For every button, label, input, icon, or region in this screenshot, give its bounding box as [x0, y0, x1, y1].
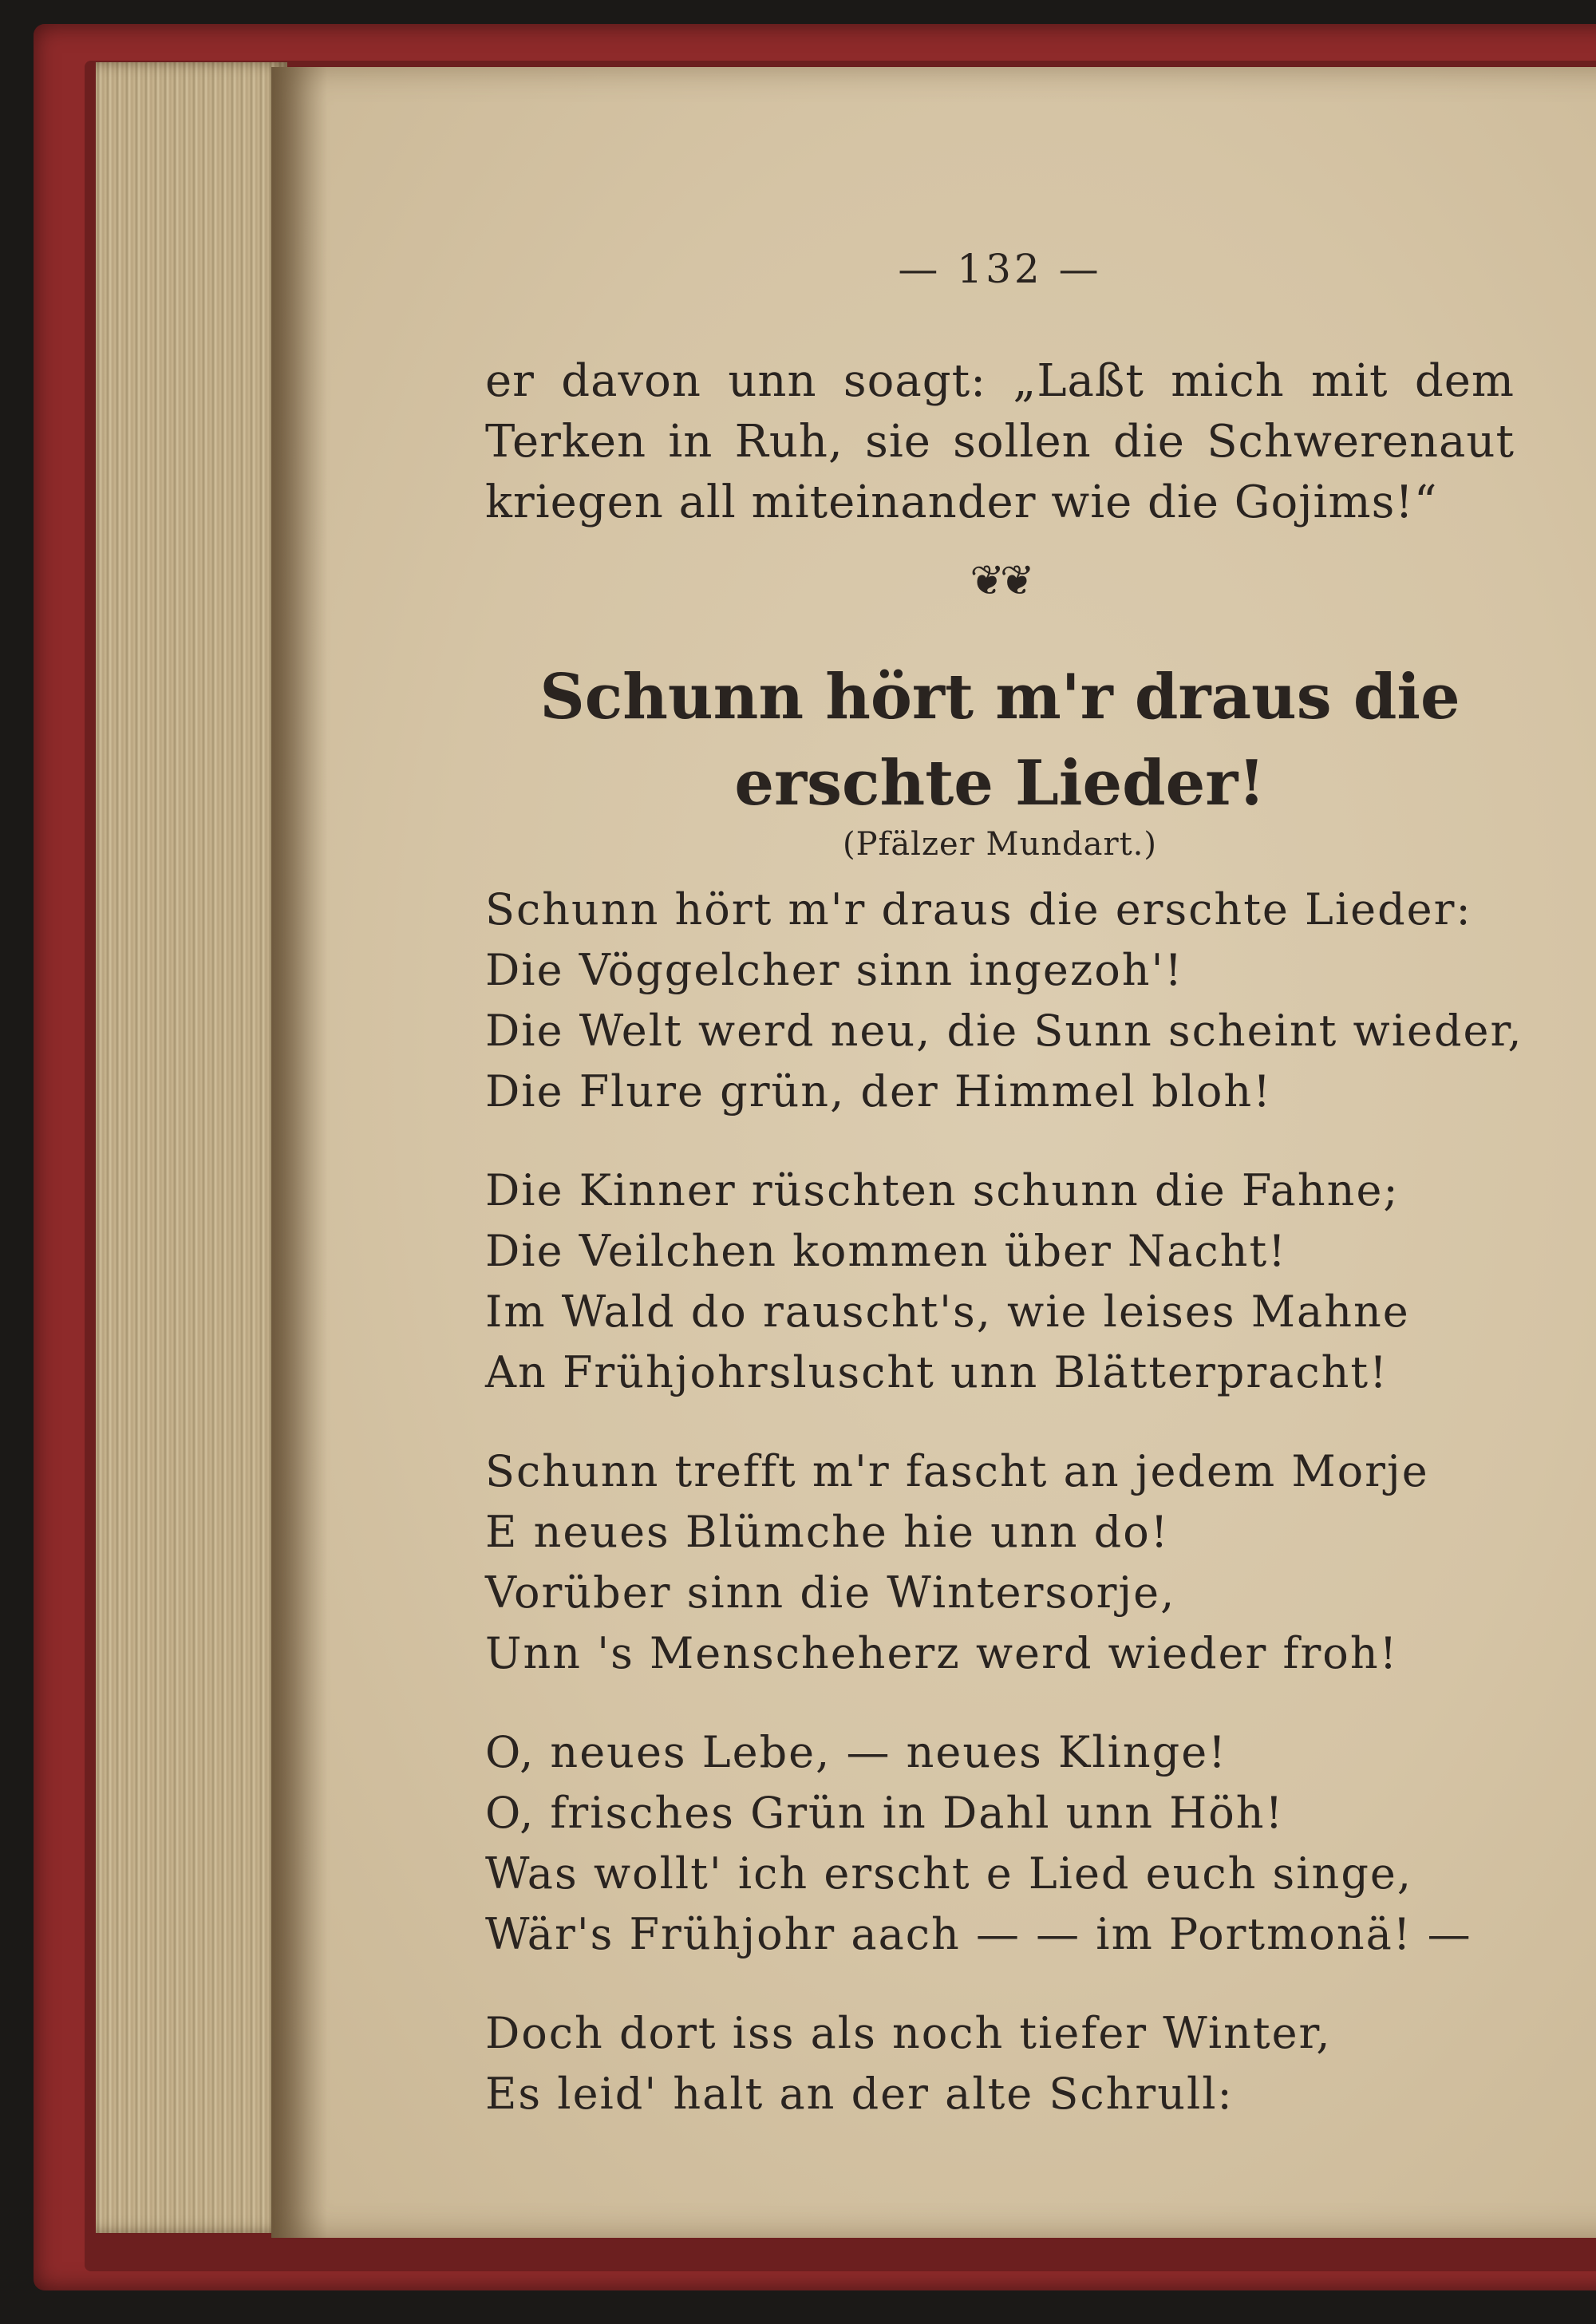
page-edges	[96, 62, 287, 2233]
verse-line: Die Veilchen kommen über Nacht!	[485, 1226, 1287, 1276]
verse-line: Vorüber sinn die Wintersorje,	[485, 1567, 1176, 1618]
verse-line: Die Vöggelcher sinn ingezoh'!	[485, 945, 1184, 995]
verse-line: Was wollt' ich erscht e Lied euch singe,	[485, 1848, 1413, 1899]
prose-paragraph	[485, 351, 1515, 533]
verse-line: An Frühjohrsluscht unn Blätterpracht!	[485, 1347, 1389, 1397]
prose-line: kriegen all miteinander wie die Gojims!“	[485, 476, 1438, 528]
page-number: — 132 —	[898, 246, 1102, 292]
verse-line: Doch dort iss als noch tiefer Winter,	[485, 2008, 1332, 2058]
poem-title-line: Schunn hört m'r draus die	[539, 661, 1460, 733]
verse-line: O, frisches Grün in Dahl unn Höh!	[485, 1788, 1285, 1838]
verse-line: Schunn hört m'r draus die erschte Lieder:	[485, 884, 1472, 935]
gutter-shadow	[271, 67, 327, 2238]
verse-line: Es leid' halt an der alte Schrull:	[485, 2069, 1234, 2119]
ornament-divider: ❦❦	[970, 557, 1030, 605]
verse-line: O, neues Lebe, — neues Klinge!	[485, 1727, 1227, 1777]
verse-line: Die Kinner rüschten schunn die Fahne;	[485, 1165, 1400, 1215]
poem-subtitle: (Pfälzer Mundart.)	[843, 826, 1157, 863]
verse-line: E neues Blümche hie unn do!	[485, 1507, 1170, 1557]
verse-line: Wär's Frühjohr aach — — im Portmonä! —	[485, 1909, 1472, 1959]
verse-line: Im Wald do rauscht's, wie leises Mahne	[485, 1286, 1410, 1337]
verse-line: Schunn trefft m'r fascht an jedem Morje	[485, 1446, 1429, 1496]
verse-line: Die Flure grün, der Himmel bloh!	[485, 1066, 1272, 1117]
prose-line: Terken in Ruh, sie sollen die Schwerenaut	[485, 416, 1515, 468]
verse-line: Die Welt werd neu, die Sunn scheint wieder,	[485, 1006, 1523, 1056]
prose-line: er davon unn soagt: „Laßt mich mit dem	[485, 355, 1515, 407]
poem-title	[485, 654, 1515, 827]
poem-title-line: erschte Lieder!	[734, 747, 1266, 820]
verse-line: Unn 's Menscheherz werd wieder froh!	[485, 1628, 1399, 1678]
